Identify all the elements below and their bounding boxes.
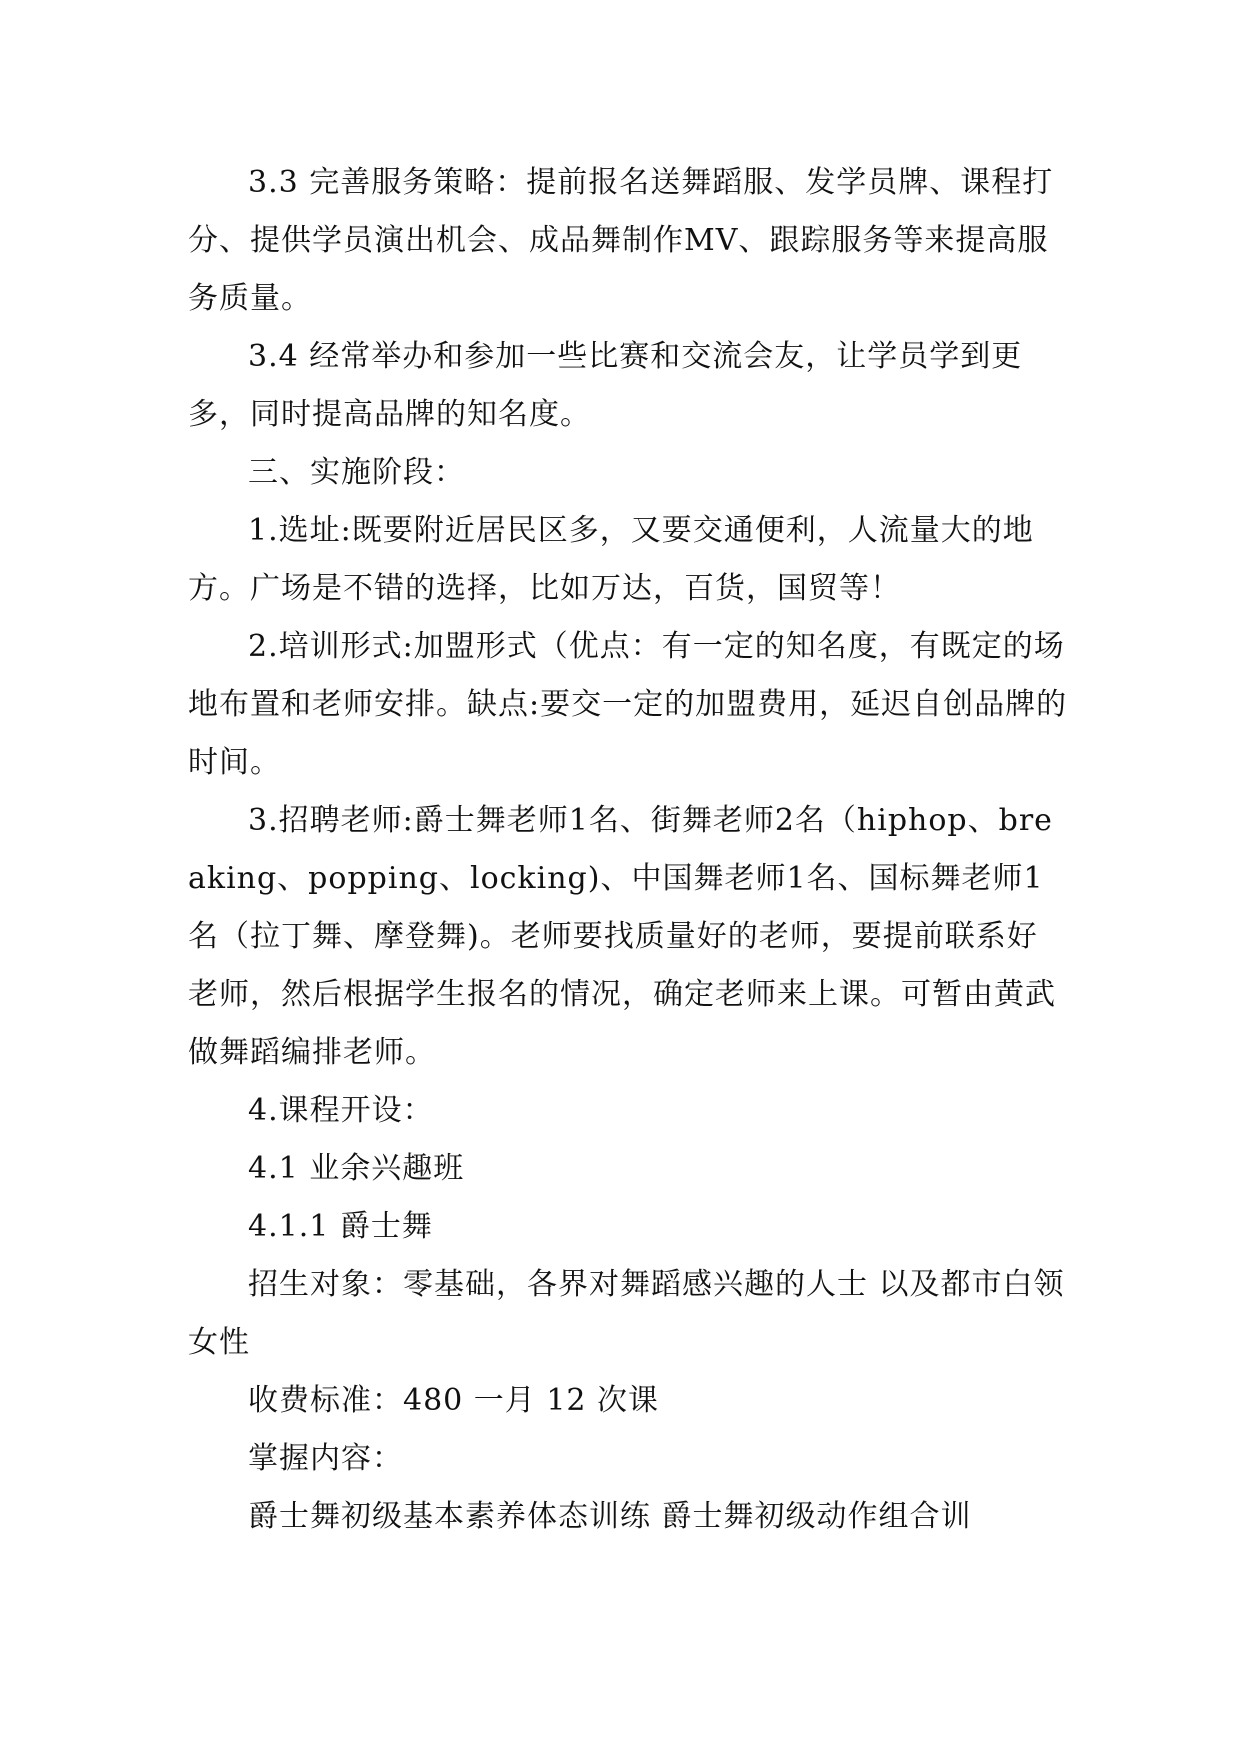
paragraph-fee-standard: 收费标准：480 一月 12 次课	[248, 1383, 660, 1418]
section-heading-implementation: 三、实施阶段：	[248, 455, 465, 490]
paragraph-content-detail: 爵士舞初级基本素养体态训练 爵士舞初级动作组合训	[248, 1499, 972, 1534]
paragraph-service-strategy: 3.3 完善服务策略：提前报名送舞蹈服、发学员牌、课程打分、提供学员演出机会、成品舞制作MV、跟踪服务等来提高服务质量。	[188, 165, 1054, 316]
paragraph-target-students: 招生对象：零基础，各界对舞蹈感兴趣的人士 以及都市白领女性	[188, 1267, 1065, 1360]
subheading-hobby-class: 4.1 业余兴趣班	[248, 1151, 465, 1186]
paragraph-site-selection: 1.选址:既要附近居民区多，又要交通便利，人流量大的地方。广场是不错的选择，比如万达，百货，国贸等！	[188, 513, 1034, 606]
subheading-courses: 4.课程开设：	[248, 1093, 434, 1128]
paragraph-teacher-recruitment: 3.招聘老师:爵士舞老师1名、街舞老师2名（hiphop、breaking、popping、locking)、中国舞老师1名、国标舞老师1名（拉丁舞、摩登舞)。老师要找质量好的老师，要提前联系好老师，然后根据学生报名的情况，确定老师来上课。可暂由黄武做舞蹈编排老师。	[188, 803, 1056, 1070]
paragraph-content-label: 掌握内容：	[248, 1441, 403, 1476]
document-body	[188, 154, 1068, 1546]
paragraph-competitions: 3.4 经常举办和参加一些比赛和交流会友，让学员学到更多，同时提高品牌的知名度。	[188, 339, 1023, 432]
paragraph-training-format: 2.培训形式:加盟形式（优点：有一定的知名度，有既定的场地布置和老师安排。缺点:要交一定的加盟费用，延迟自创品牌的时间。	[188, 629, 1068, 780]
subheading-jazz-dance: 4.1.1 爵士舞	[248, 1209, 433, 1244]
